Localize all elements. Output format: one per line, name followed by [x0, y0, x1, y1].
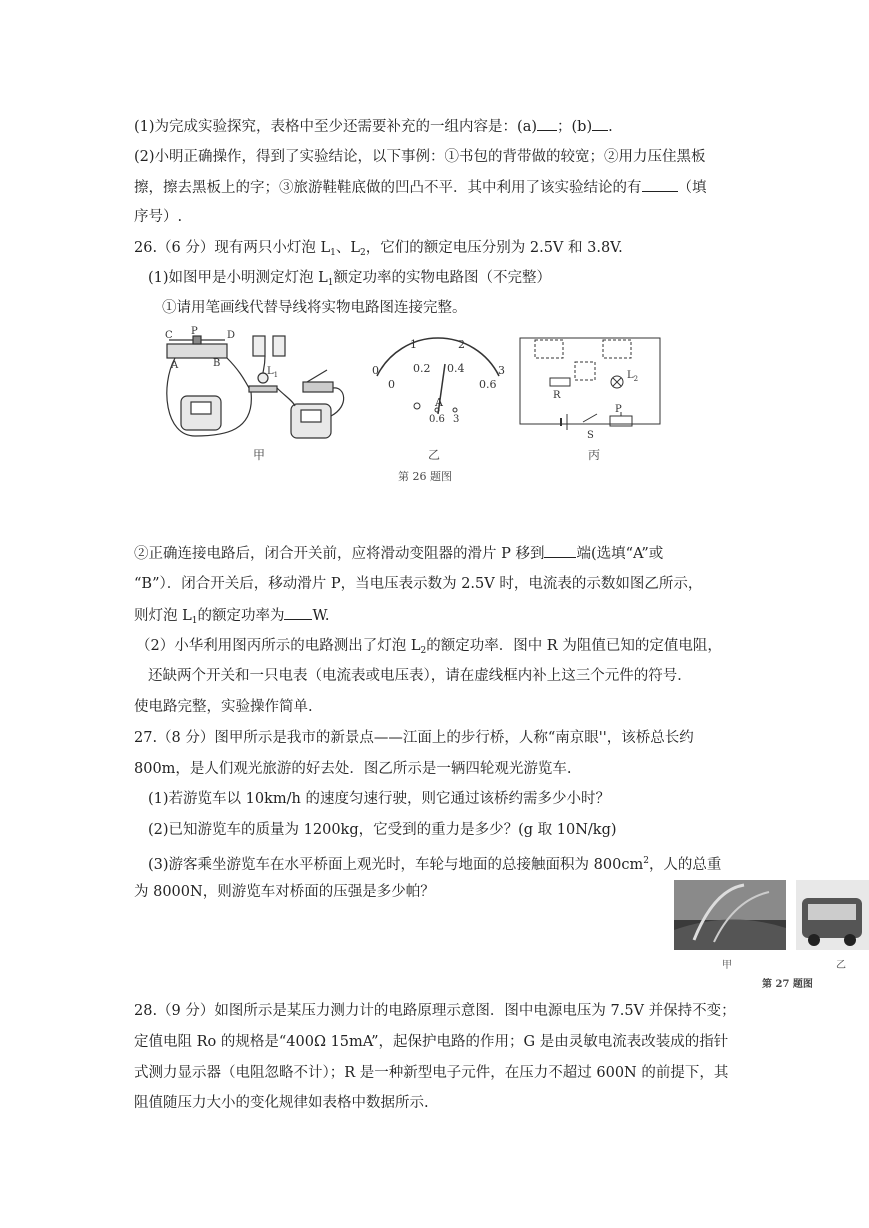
answer-blank-examples[interactable]	[642, 177, 678, 192]
svg-text:L2	[627, 370, 638, 383]
q25-sub1-end: .	[608, 119, 613, 135]
dial-top-tick: 0	[372, 364, 379, 377]
svg-text:L1	[267, 366, 278, 379]
ammeter-dial	[372, 338, 505, 425]
q26-part2-line1	[136, 636, 722, 661]
q26-part1b-line1	[134, 543, 663, 564]
dial-bottom-tick: 0.6	[479, 378, 497, 391]
q26-stem-sep: 、L	[335, 240, 361, 256]
label-R: R	[553, 390, 561, 401]
q26-part2-line2: 还缺两个开关和一只电表（电流表或电压表），请在虚线框内补上这三个元件的符号．	[148, 668, 692, 684]
dial-bottom-tick: 0	[388, 378, 395, 391]
rheostat-icon	[167, 344, 227, 358]
answer-blank-slider-end[interactable]	[544, 543, 576, 558]
q28-line2: 定值电阻 Ro 的规格是“400Ω 15mA”，起保护电路的作用；G 是由灵敏电流表改装成的指针	[134, 1034, 729, 1050]
dashed-box	[535, 340, 563, 358]
dial-top-tick: 3	[498, 364, 505, 377]
q26-stem-sub1: 1	[330, 248, 336, 258]
q27-line1: 27.（8 分）图甲所示是我市的新景点——江面上的步行桥，人称“南京眼''，该桥总长约	[134, 730, 694, 746]
fig26-label-bing: 丙	[588, 448, 601, 462]
q26-part1-sub: 1	[327, 278, 334, 288]
q26-part1-end: 额定功率的实物电路图（不完整）	[333, 270, 552, 286]
battery-icon	[273, 336, 285, 356]
q27-sub3	[148, 851, 721, 875]
label-P: P	[615, 404, 622, 415]
q28-line1: 28.（9 分）如图所示是某压力测力计的电路原理示意图．图中电源电压为 7.5V 并保持不变；	[134, 1003, 736, 1019]
answer-blank-a[interactable]	[537, 116, 557, 131]
dial-bottom-tick: 0.4	[447, 362, 465, 375]
label-C: C	[165, 330, 173, 341]
q26-part1b-line3-sub: 1	[191, 616, 198, 626]
q27-sub1: (1)若游览车以 10km/h 的速度匀速行驶，则它通过该桥约需多少小时？	[148, 791, 610, 807]
q26-part1-text: (1)如图甲是小明测定灯泡 L	[148, 270, 328, 286]
dial-terminal: 0.6	[429, 414, 445, 425]
circuit-frame	[520, 338, 660, 424]
circuit-bing-labels	[553, 370, 638, 441]
q26-part1b-line3	[134, 605, 329, 631]
figure-26	[155, 326, 639, 466]
dial-top-tick: 1	[410, 338, 417, 351]
q26-part2-text: （2）小华利用图丙所示的电路测出了灯泡 L	[136, 638, 421, 654]
q28-line3: 式测力显示器（电阻忽略不计）；R 是一种新型电子元件，在压力不超过 600N 的前提下，其	[134, 1065, 729, 1081]
tour-car-photo	[796, 880, 869, 950]
dial-bottom-tick: 0.2	[413, 362, 431, 375]
dashed-box	[603, 340, 631, 358]
terminal-minus	[414, 403, 420, 409]
q26-stem-sub2: 2	[360, 248, 366, 258]
answer-blank-power[interactable]	[284, 605, 312, 620]
label-B: B	[213, 358, 221, 369]
q26-part1b-line3-text: 则灯泡 L	[134, 608, 192, 624]
q27-sub3-sup: 2	[643, 856, 649, 866]
q25-sub2-line3: 序号）.	[134, 209, 183, 225]
q26-part2-end: 的额定功率．图中 R 为阻值已知的定值电阻，	[426, 638, 722, 654]
label-L2-sub: 2	[633, 375, 639, 383]
q26-part1b-line3-end: W.	[312, 608, 330, 624]
q26-part1	[148, 268, 551, 293]
q25-sub2-line2	[134, 177, 707, 198]
q26-stem-text: 26.（6 分）现有两只小灯泡 L	[134, 240, 331, 256]
switch-S-icon	[583, 414, 597, 422]
q26-stem-end: ，它们的额定电压分别为 2.5V 和 3.8V.	[365, 240, 623, 256]
q26-part1b-line2: “B”）．闭合开关后，移动滑片 P，当电压表示数为 2.5V 时，电流表的示数如图乙所示，	[134, 576, 703, 592]
q27-sub3-end: ，人的总重	[648, 857, 722, 873]
q27-sub3-line2: 为 8000N，则游览车对桥面的压强是多少帕？	[134, 884, 435, 900]
q26-part1b-end: 端(选填“A”或	[576, 546, 664, 562]
q25-sub1	[134, 116, 613, 137]
dial-top-tick: 2	[458, 338, 465, 351]
q25-sub2-line2-text: 擦，擦去黑板上的字；③旅游鞋鞋底做的凹凸不平．其中利用了该实验结论的有	[134, 180, 642, 196]
q26-part1b-text: ②正确连接电路后，闭合开关前，应将滑动变阻器的滑片 P 移到	[134, 546, 545, 562]
resistor-R-icon	[550, 378, 570, 386]
fig26-label-jia: 甲	[253, 448, 266, 462]
q26-part1a: ①请用笔画线代替导线将实物电路图连接完整。	[162, 300, 467, 316]
q25-sub2-line1: (2)小明正确操作，得到了实验结论，以下事例：①书包的背带做的较宽；②用力压住黑板	[134, 149, 706, 165]
answer-blank-b[interactable]	[592, 116, 608, 131]
q26-part2-line3: 使电路完整，实验操作简单.	[134, 699, 313, 715]
fig27-caption: 第 27 题图	[762, 979, 813, 990]
q27-line2: 800m，是人们观光旅游的好去处．图乙所示是一辆四轮观光游览车.	[134, 761, 572, 777]
q27-sub2: (2)已知游览车的质量为 1200kg，它受到的重力是多少？(g 取 10N/kg)	[148, 822, 617, 838]
dashed-box	[575, 362, 595, 380]
q28-line4: 阻值随压力大小的变化规律如表格中数据所示.	[134, 1095, 429, 1111]
q27-sub3-text: (3)游客乘坐游览车在水平桥面上观光时，车轮与地面的总接触面积为 800cm	[148, 857, 644, 873]
fig27-label-yi: 乙	[836, 960, 846, 971]
label-L2: L	[627, 370, 634, 381]
label-D: D	[227, 330, 236, 341]
bridge-photo	[674, 880, 786, 950]
dial-terminal: 3	[453, 414, 460, 425]
label-A: A	[171, 360, 179, 371]
q26-part2-sub: 2	[420, 646, 427, 656]
fig26-label-yi: 乙	[428, 448, 441, 462]
q25-sub1-mid: ；(b)	[557, 119, 593, 135]
q25-sub2-line2-end: （填	[677, 180, 707, 196]
label-S: S	[587, 430, 594, 441]
label-L1-sub: 1	[273, 371, 279, 379]
q26-part1b-line3-mid: 的额定功率为	[197, 608, 285, 624]
fig27-label-jia: 甲	[722, 960, 732, 971]
terminal-3	[453, 408, 457, 412]
label-L1: L	[267, 366, 274, 377]
q25-sub1-text: (1)为完成实验探究，表格中至少还需要补充的一组内容是：(a)	[134, 119, 537, 135]
switch-icon	[303, 382, 333, 392]
fig26-caption: 第 26 题图	[398, 470, 452, 483]
circuit-bing	[520, 338, 660, 430]
q26-stem	[134, 238, 623, 263]
dial-unit: A	[435, 396, 443, 409]
label-P: P	[191, 326, 198, 337]
battery-icon	[253, 336, 265, 356]
circuit-jia	[167, 336, 344, 438]
